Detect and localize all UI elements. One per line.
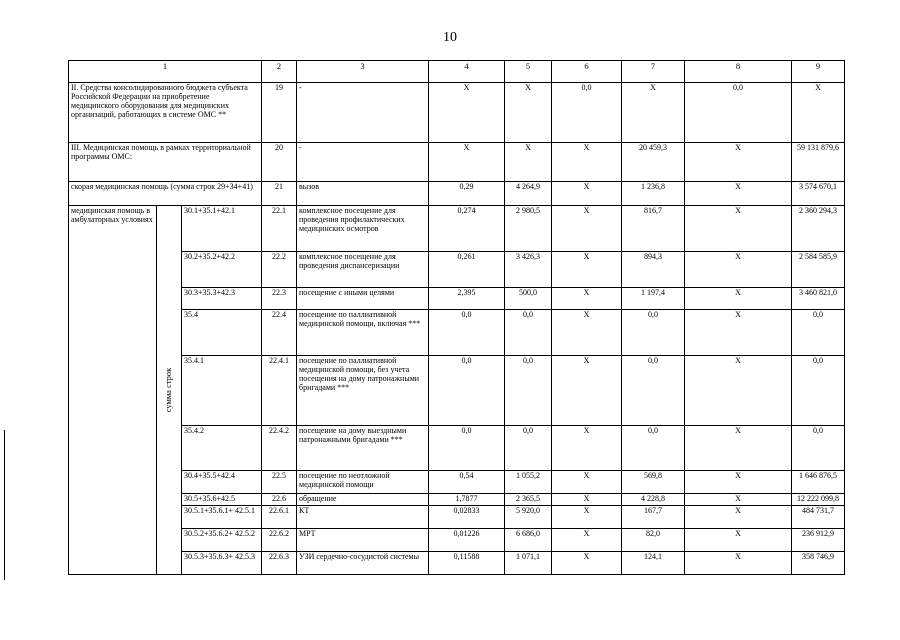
cell-col5: 0,0 xyxy=(505,309,552,355)
cell-col8: Х xyxy=(685,181,792,205)
cell-col9: 484 731,7 xyxy=(792,505,845,528)
cell-col9: 236 912,9 xyxy=(792,528,845,551)
cell-col4: 0,02833 xyxy=(429,505,505,528)
cell-col5: 6 686,0 xyxy=(505,528,552,551)
table-row xyxy=(69,309,845,355)
table-row xyxy=(69,425,845,470)
column-header-1: 1 xyxy=(69,61,262,83)
row-lines: 35.4.2 xyxy=(182,425,262,470)
row-lines: 30.1+35.1+42.1 xyxy=(182,205,262,251)
cell-col5: Х xyxy=(505,83,552,143)
cell-col6: Х xyxy=(552,505,622,528)
cell-col5: 0,0 xyxy=(505,425,552,470)
column-header-8: 8 xyxy=(685,61,792,83)
cell-col7: 0,0 xyxy=(622,355,685,425)
row-unit: посещение на дому выездными патронажными бригадами *** xyxy=(297,425,429,470)
cell-col7: 0,0 xyxy=(622,425,685,470)
ambulance-row xyxy=(69,181,845,205)
row-unit: посещение по неотложной медицинской помощи xyxy=(297,470,429,493)
row-number: 21 xyxy=(262,181,297,205)
row-number: 22.2 xyxy=(262,251,297,287)
cell-col6: Х xyxy=(552,551,622,574)
column-header-4: 4 xyxy=(429,61,505,83)
cell-col9: 12 222 099,8 xyxy=(792,493,845,505)
cell-col9: 358 746,9 xyxy=(792,551,845,574)
cell-col5: 2 980,5 xyxy=(505,205,552,251)
cell-col8: Х xyxy=(685,493,792,505)
cell-col4: 0,261 xyxy=(429,251,505,287)
row-unit: посещение с иными целями xyxy=(297,287,429,309)
group-label: медицинская помощь в амбулаторных условиях xyxy=(71,205,153,224)
row-lines: 30.5.2+35.6.2+ 42.5.2 xyxy=(182,528,262,551)
row-name: III. Медицинская помощь в рамках территориальной программы ОМС: xyxy=(69,143,262,182)
cell-col5: 1 071,1 xyxy=(505,551,552,574)
cell-col7: Х xyxy=(622,83,685,143)
row-lines: 30.3+35.3+42.3 xyxy=(182,287,262,309)
section-2-row xyxy=(69,83,845,143)
cell-col7: 894,3 xyxy=(622,251,685,287)
row-lines: 30.2+35.2+42.2 xyxy=(182,251,262,287)
cell-col9: 0,0 xyxy=(792,309,845,355)
row-unit: комплексное посещение для проведения профилактических медицинских осмотров xyxy=(297,205,429,251)
cell-col6: Х xyxy=(552,528,622,551)
cell-col4: 0,54 xyxy=(429,470,505,493)
cell-col6: Х xyxy=(552,425,622,470)
cell-col4: 0,0 xyxy=(429,309,505,355)
cell-col6: Х xyxy=(552,309,622,355)
cell-col6: 0,0 xyxy=(552,83,622,143)
cell-col9: 0,0 xyxy=(792,425,845,470)
vertical-label: сумма строк xyxy=(163,367,174,413)
margin-line xyxy=(4,430,5,580)
row-lines: 30.5.1+35.6.1+ 42.5.1 xyxy=(182,505,262,528)
table-row xyxy=(69,528,845,551)
cell-col5: 2 365,5 xyxy=(505,493,552,505)
cell-col7: 4 228,8 xyxy=(622,493,685,505)
row-lines: 30.4+35.5+42.4 xyxy=(182,470,262,493)
row-unit: КТ xyxy=(297,505,429,528)
row-lines: 35.4.1 xyxy=(182,355,262,425)
column-header-3: 3 xyxy=(297,61,429,83)
table-row xyxy=(69,551,845,574)
cell-col7: 124,1 xyxy=(622,551,685,574)
row-lines: 30.5.3+35.6.3+ 42.5.3 xyxy=(182,551,262,574)
cell-col4: 2,395 xyxy=(429,287,505,309)
cell-col4: Х xyxy=(429,83,505,143)
cell-col5: 5 920,0 xyxy=(505,505,552,528)
cell-col9: 3 574 670,1 xyxy=(792,181,845,205)
cell-col8: Х xyxy=(685,425,792,470)
row-unit: комплексное посещение для проведения диспансеризации xyxy=(297,251,429,287)
cell-col9: 3 460 821,0 xyxy=(792,287,845,309)
row-number: 22.4.2 xyxy=(262,425,297,470)
cell-col8: Х xyxy=(685,528,792,551)
cell-col5: 0,0 xyxy=(505,355,552,425)
cell-col9: Х xyxy=(792,83,845,143)
row-number: 22.4.1 xyxy=(262,355,297,425)
cell-col4: 0,11588 xyxy=(429,551,505,574)
row-number: 22.6.3 xyxy=(262,551,297,574)
cell-col6: Х xyxy=(552,251,622,287)
cell-col9: 2 360 294,3 xyxy=(792,205,845,251)
cell-col8: Х xyxy=(685,505,792,528)
financing-table xyxy=(68,60,845,575)
row-unit: посещение по паллиативной медицинской помощи, включая *** xyxy=(297,309,429,355)
table-row xyxy=(69,355,845,425)
cell-col6: Х xyxy=(552,493,622,505)
cell-col4: 0,0 xyxy=(429,425,505,470)
cell-col4: 0,01226 xyxy=(429,528,505,551)
row-number: 22.6.2 xyxy=(262,528,297,551)
row-unit: вызов xyxy=(297,181,429,205)
column-number-row xyxy=(69,61,845,83)
column-header-5: 5 xyxy=(505,61,552,83)
cell-col5: 500,0 xyxy=(505,287,552,309)
cell-col8: Х xyxy=(685,355,792,425)
cell-col4: Х xyxy=(429,143,505,182)
cell-col8: Х xyxy=(685,143,792,182)
cell-col6: Х xyxy=(552,355,622,425)
row-number: 22.1 xyxy=(262,205,297,251)
cell-col8: Х xyxy=(685,470,792,493)
column-header-6: 6 xyxy=(552,61,622,83)
cell-col7: 20 459,3 xyxy=(622,143,685,182)
cell-col4: 0,0 xyxy=(429,355,505,425)
table-row xyxy=(69,287,845,309)
cell-col6: Х xyxy=(552,181,622,205)
row-unit: УЗИ сердечно-сосудистой системы xyxy=(297,551,429,574)
row-unit: - xyxy=(297,83,429,143)
row-name: II. Средства консолидированного бюджета субъекта Российской Федерации на приобретение медицинского оборудования для медицинских организаций, работающих в системе ОМС ** xyxy=(69,83,262,143)
cell-col7: 1 236,8 xyxy=(622,181,685,205)
table-row xyxy=(69,505,845,528)
row-number: 22.6.1 xyxy=(262,505,297,528)
cell-col4: 0,274 xyxy=(429,205,505,251)
cell-col8: Х xyxy=(685,251,792,287)
row-unit: обращение xyxy=(297,493,429,505)
section-3-row xyxy=(69,143,845,182)
cell-col8: Х xyxy=(685,205,792,251)
table-row xyxy=(69,470,845,493)
cell-col7: 569,8 xyxy=(622,470,685,493)
cell-col7: 82,0 xyxy=(622,528,685,551)
cell-col7: 816,7 xyxy=(622,205,685,251)
cell-col6: Х xyxy=(552,287,622,309)
cell-col6: Х xyxy=(552,205,622,251)
cell-col5: Х xyxy=(505,143,552,182)
cell-col6: Х xyxy=(552,470,622,493)
cell-col7: 0,0 xyxy=(622,309,685,355)
group-label-cell xyxy=(69,205,157,574)
cell-col9: 0,0 xyxy=(792,355,845,425)
row-number: 19 xyxy=(262,83,297,143)
row-number: 22.6 xyxy=(262,493,297,505)
cell-col5: 4 264,9 xyxy=(505,181,552,205)
page-number: 10 xyxy=(443,30,457,45)
row-unit: МРТ xyxy=(297,528,429,551)
row-lines: 30.5+35.6+42.5 xyxy=(182,493,262,505)
row-unit: посещение по паллиативной медицинской помощи, без учета посещения на дому патронажными бригадами *** xyxy=(297,355,429,425)
row-number: 22.3 xyxy=(262,287,297,309)
row-unit: - xyxy=(297,143,429,182)
cell-col5: 3 426,3 xyxy=(505,251,552,287)
cell-col7: 1 197,4 xyxy=(622,287,685,309)
table-row xyxy=(69,205,845,251)
cell-col8: Х xyxy=(685,287,792,309)
table-row xyxy=(69,493,845,505)
row-number: 22.5 xyxy=(262,470,297,493)
column-header-2: 2 xyxy=(262,61,297,83)
table-row xyxy=(69,251,845,287)
cell-col5: 1 055,2 xyxy=(505,470,552,493)
cell-col4: 1,7877 xyxy=(429,493,505,505)
cell-col9: 1 646 876,5 xyxy=(792,470,845,493)
row-number: 20 xyxy=(262,143,297,182)
cell-col4: 0,29 xyxy=(429,181,505,205)
cell-col9: 2 584 585,9 xyxy=(792,251,845,287)
cell-col6: Х xyxy=(552,143,622,182)
row-lines: 35.4 xyxy=(182,309,262,355)
column-header-7: 7 xyxy=(622,61,685,83)
cell-col9: 59 131 879,6 xyxy=(792,143,845,182)
cell-col8: Х xyxy=(685,551,792,574)
column-header-9: 9 xyxy=(792,61,845,83)
row-number: 22.4 xyxy=(262,309,297,355)
cell-col7: 167,7 xyxy=(622,505,685,528)
cell-col8: Х xyxy=(685,309,792,355)
cell-col8: 0,0 xyxy=(685,83,792,143)
row-name: скорая медицинская помощь (сумма строк 29+34+41) xyxy=(69,181,262,205)
vertical-label-cell xyxy=(157,205,182,574)
